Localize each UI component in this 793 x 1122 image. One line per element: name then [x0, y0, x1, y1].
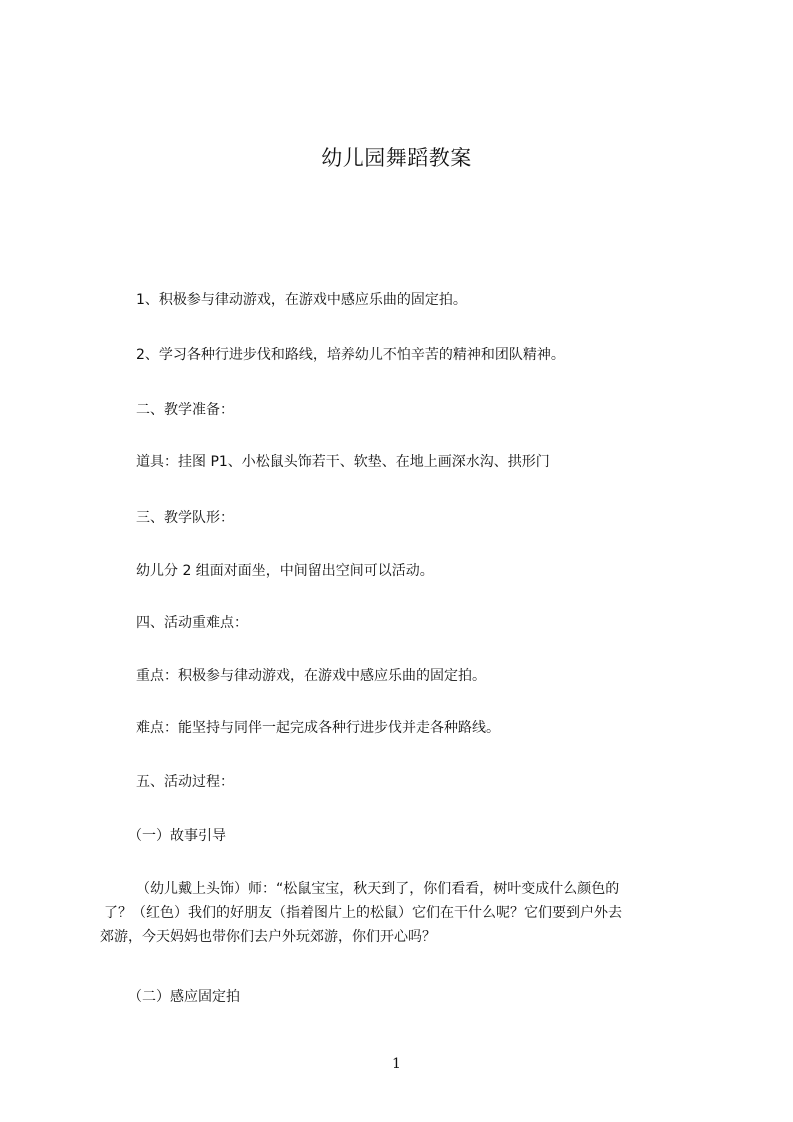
section-heading-formation: 三、教学队形：: [136, 510, 234, 526]
objective-1: 1、积极参与律动游戏，在游戏中感应乐曲的固定拍。: [136, 292, 467, 308]
key-point-paragraph: 重点：积极参与律动游戏，在游戏中感应乐曲的固定拍。: [136, 668, 486, 684]
objective-2: 2、学习各种行进步伐和路线，培养幼儿不怕辛苦的精神和团队精神。: [136, 347, 565, 363]
document-title: 幼儿园舞蹈教案: [321, 146, 472, 170]
formation-paragraph: 幼儿分 2 组面对面坐，中间留出空间可以活动。: [136, 563, 434, 579]
section-heading-process: 五、活动过程：: [136, 774, 234, 790]
page-number: 1: [392, 1056, 401, 1072]
story-paragraph: [100, 877, 704, 949]
story-line-1: （幼儿戴上头饰）师：“松鼠宝宝，秋天到了，你们看看，树叶变成什么颜色的: [136, 881, 620, 897]
story-line-3: 郊游，今天妈妈也带你们去户外玩郊游，你们开心吗？: [100, 929, 436, 945]
difficulty-paragraph: 难点：能坚持与同伴一起完成各种行进步伐并走各种路线。: [136, 720, 500, 736]
story-line-2: 了？（红色）我们的好朋友（指着图片上的松鼠）它们在干什么呢？它们要到户外去: [104, 905, 622, 921]
section-heading-key-points: 四、活动重难点：: [136, 615, 248, 631]
section-heading-preparation: 二、教学准备：: [136, 402, 234, 418]
subsection-heading-beat: （二）感应固定拍: [128, 989, 240, 1005]
subsection-heading-story: （一）故事引导: [128, 828, 226, 844]
props-paragraph: 道具：挂图 P1、小松鼠头饰若干、软垫、在地上画深水沟、拱形门: [136, 454, 550, 470]
